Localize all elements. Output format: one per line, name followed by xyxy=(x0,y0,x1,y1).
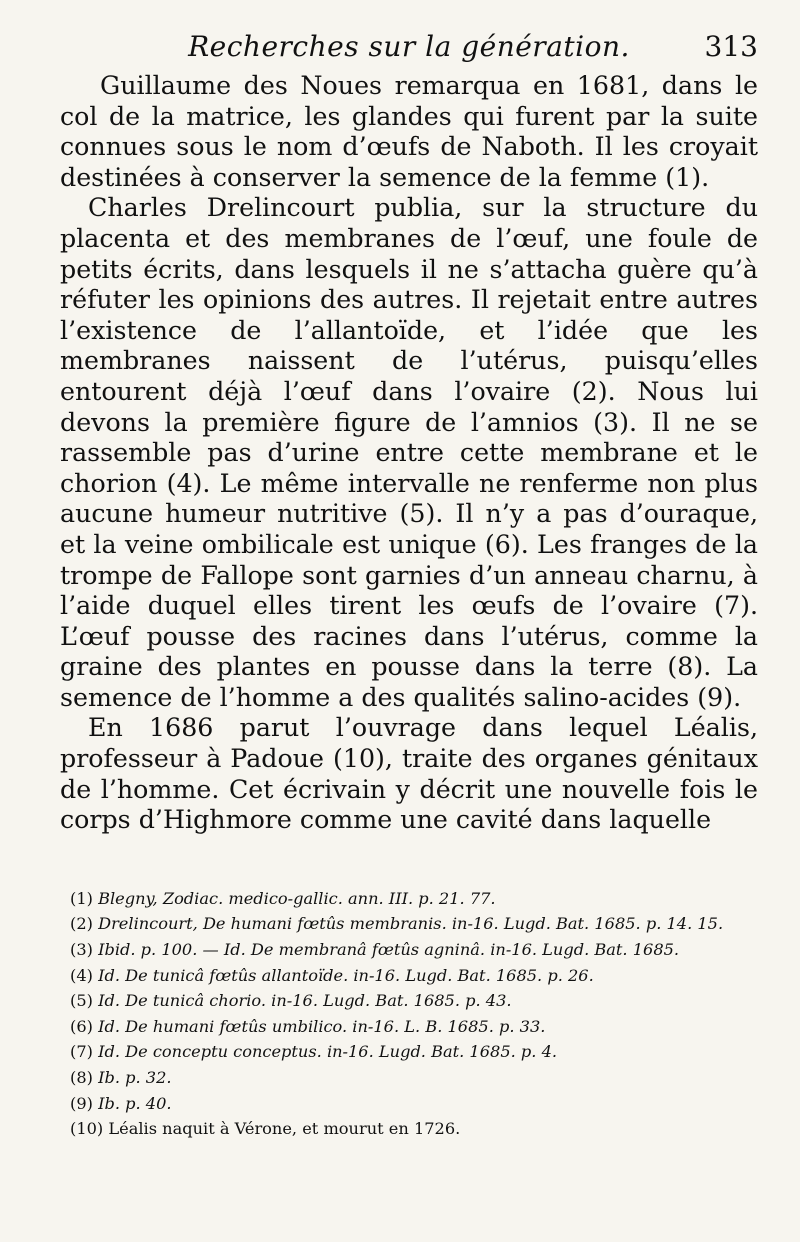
paragraph-des-noues: Guillaume des Noues remarqua en 1681, dans le col de la matrice, les glandes qui furent par la suite connues sous le nom d’œufs de Naboth. Il les croyait destinées à conserver la semence de la femme (1). xyxy=(60,71,758,192)
running-title: Recherches sur la génération. xyxy=(188,30,630,63)
footnote-5: (5) Id. De tunicâ chorio. in-16. Lugd. Bat. 1685. p. 43. xyxy=(70,991,512,1011)
footnote-3: (3) Ibid. p. 100. — Id. De membranâ fœtûs agninâ. in-16. Lugd. Bat. 1685. xyxy=(70,940,680,960)
running-head xyxy=(60,30,758,63)
page-number: 313 xyxy=(704,30,758,63)
footnote-1: (1) Blegny, Zodiac. medico-gallic. ann. III. p. 21. 77. xyxy=(70,888,496,908)
footnote-2: (2) Drelincourt, De humani fœtûs membranis. in-16. Lugd. Bat. 1685. p. 14. 15. xyxy=(70,914,724,934)
footnote-10: (10) Léalis naquit à Vérone, et mourut en 1726. xyxy=(70,1119,461,1139)
paragraph-drelincourt: Charles Drelincourt publia, sur la structure du placenta et des membranes de l’œuf, une foule de petits écrits, dans lesquels il ne s’attacha guère qu’à réfuter les opinions des autres. Il rejetait entre autres l’existence de l’allantoïde, et l’idée que les membranes naissent de l’utérus, puisqu’elles entourent déjà l’œuf dans l’ovaire (2). Nous lui devons la première figure de l’amnios (3). Il ne se rassemble pas d’urine entre cette membrane et le chorion (4). Le même intervalle ne renferme non plus aucune humeur nutritive (5). Il n’y a pas d’ouraque, et la veine ombilicale est unique (6). Les franges de la trompe de Fallope sont garnies d’un anneau charnu, à l’aide duquel elles tirent les œufs de l’ovaire (7). L’œuf pousse des racines dans l’utérus, comme la graine des plantes en pousse dans la terre (8). La semence de l’homme a des qualités salino-acides (9). xyxy=(60,193,758,712)
body-text xyxy=(60,71,758,836)
footnotes xyxy=(60,886,758,1142)
footnote-4: (4) Id. De tunicâ fœtûs allantoïde. in-16. Lugd. Bat. 1685. p. 26. xyxy=(70,965,594,985)
footnote-8: (8) Ib. p. 32. xyxy=(70,1068,172,1087)
footnote-7: (7) Id. De conceptu conceptus. in-16. Lugd. Bat. 1685. p. 4. xyxy=(70,1042,558,1062)
footnote-6: (6) Id. De humani fœtûs umbilico. in-16. L. B. 1685. p. 33. xyxy=(70,1016,546,1036)
footnote-9: (9) Ib. p. 40. xyxy=(70,1093,172,1113)
paragraph-lealis: En 1686 parut l’ouvrage dans lequel Léalis, professeur à Padoue (10), traite des organes génitaux de l’homme. Cet écrivain y décrit une nouvelle fois le corps d’Highmore comme une cavité dans laquelle xyxy=(60,713,758,835)
